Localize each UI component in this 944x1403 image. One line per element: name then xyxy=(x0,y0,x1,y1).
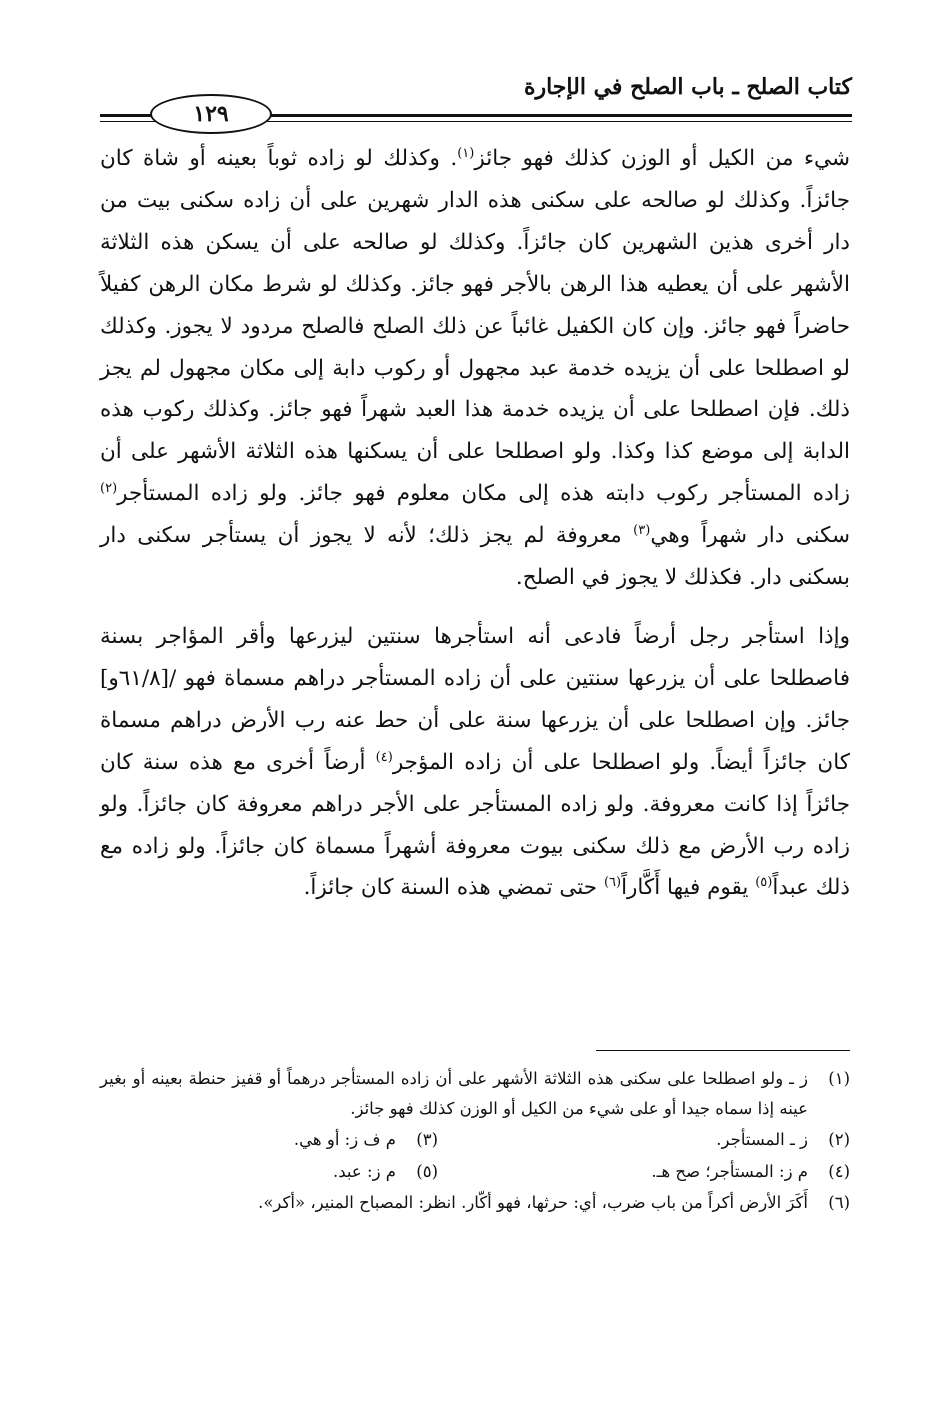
text-span: سكنى دار شهراً وهي xyxy=(650,523,850,549)
footnote-3 xyxy=(294,1125,438,1155)
footnote-6 xyxy=(100,1188,850,1218)
footnote-ref-6[interactable]: (٦) xyxy=(603,875,622,891)
footnote-text: ز ـ ولو اصطلحا على سكنى هذه الثلاثة الأشهر على أن زاده المستأجر درهماً أو قفيز حنطة بعينه أو بغير عينه إذا سماه جيدا أو على شيء من الكيل أو الوزن كذلك فهو جائز. xyxy=(100,1069,808,1118)
footnote-number: (٢) xyxy=(828,1130,850,1149)
footnote-ref-3[interactable]: (٣) xyxy=(633,523,651,538)
footnote-separator xyxy=(596,1050,850,1051)
text-span: أرضاً أخرى مع هذه سنة كان جائزاً إذا كانت معروفة. ولو زاده المستأجر على الأجر دراهم معروفة كان جائزاً. ولو زاده رب الأرض مع ذلك سكنى بيوت معروفة أشهراً مسماة كان جائزاً. ولو زاده مع ذلك عبداً xyxy=(100,749,850,901)
footnote-text: أَكَرَ الأرض أكراً من باب ضرب، أي: حرثها، فهو أكّار. انظر: المصباح المنير، «أكر». xyxy=(258,1193,808,1212)
text-span: يقوم فيها أَكَّاراً xyxy=(621,875,756,901)
footnote-text: م ز: عبد. xyxy=(333,1161,396,1181)
footnote-number: (٣) xyxy=(416,1130,438,1149)
text-span: حتى تمضي هذه السنة كان جائزاً. xyxy=(303,875,604,901)
footnote-text: ز ـ المستأجر. xyxy=(716,1130,808,1149)
footnotes xyxy=(100,1064,850,1218)
footnote-number: (٤) xyxy=(828,1161,850,1181)
paragraph-1 xyxy=(100,138,850,599)
footnote-number: (٦) xyxy=(828,1193,850,1212)
footnote-ref-1[interactable]: (١) xyxy=(457,145,475,161)
footnote-2 xyxy=(438,1125,850,1155)
footnote-5 xyxy=(333,1157,438,1187)
footnote-number: (١) xyxy=(828,1069,850,1088)
running-header xyxy=(100,74,852,134)
footnote-row xyxy=(100,1157,850,1187)
footnote-ref-2[interactable]: (٢) xyxy=(100,481,118,497)
footnote-ref-5[interactable]: (٥) xyxy=(755,875,773,891)
text-span: شيء من الكيل أو الوزن كذلك فهو جائز xyxy=(474,146,850,171)
text-span: معروفة لم يجز ذلك؛ لأنه لا يجوز أن يستأجر سكنى دار بسكنى دار. فكذلك لا يجوز في الصلح. xyxy=(100,523,850,591)
page-number: ١٢٩ xyxy=(150,94,272,134)
text-span: . وكذلك لو زاده ثوباً بعينه أو شاة كان جائزاً. وكذلك لو صالحه على سكنى هذه الدار شهرين على أن زاده سكنى بيت من دار أخرى هذين الشهرين كان جائزاً. وكذلك لو صالحه على أن يسكن هذه الثلاثة الأشهر على أن يعطيه هذا الرهن بالأجر فهو جائز. وكذلك لو شرط مكان الرهن كفيلاً حاضراً فهو جائز. وإن كان الكفيل غائباً عن ذلك الصلح فالصلح مردود لا يجوز. وكذلك لو اصطلحا على أن يزيده خدمة عبد مجهول أو ركوب دابة إلى مكان مجهول لم يجز ذلك. فإن اصطلحا على أن يزيده خدمة هذا العبد شهراً فهو جائز. وكذلك ركوب هذه الدابة إلى موضع كذا وكذا. ولو اصطلحا على أن يسكنها هذه الثلاثة الأشهر على أن زاده المستأجر ركوب دابته هذه إلى مكان معلوم فهو جائز. ولو زاده المستأجر xyxy=(100,146,850,507)
footnote-text: م ف ز: أو هي. xyxy=(293,1130,396,1149)
footnote-row xyxy=(100,1125,850,1155)
footnote-text: م ز: المستأجر؛ صح هـ. xyxy=(651,1161,808,1181)
main-text xyxy=(100,138,850,909)
text-span: وإذا استأجر رجل أرضاً فادعى أنه استأجرها سنتين ليزرعها وأقر المؤاجر بسنة فاصطلحا على أن يزرعها سنتين على أن زاده المستأجر دراهم مسماة فهو /[٦١/٨و] جائز. وإن اصطلحا على أن يزرعها سنة على أن حط عنه رب الأرض دراهم مسماة كان جائزاً أيضاً. ولو اصطلحا على أن زاده المؤجر xyxy=(100,623,850,775)
footnote-number: (٥) xyxy=(416,1161,438,1181)
footnote-ref-4[interactable]: (٤) xyxy=(375,749,393,765)
paragraph-2 xyxy=(100,616,850,909)
footnote-4 xyxy=(438,1157,850,1187)
footnote-1 xyxy=(100,1064,850,1123)
header-title: كتاب الصلح ـ باب الصلح في الإجارة xyxy=(523,74,852,100)
